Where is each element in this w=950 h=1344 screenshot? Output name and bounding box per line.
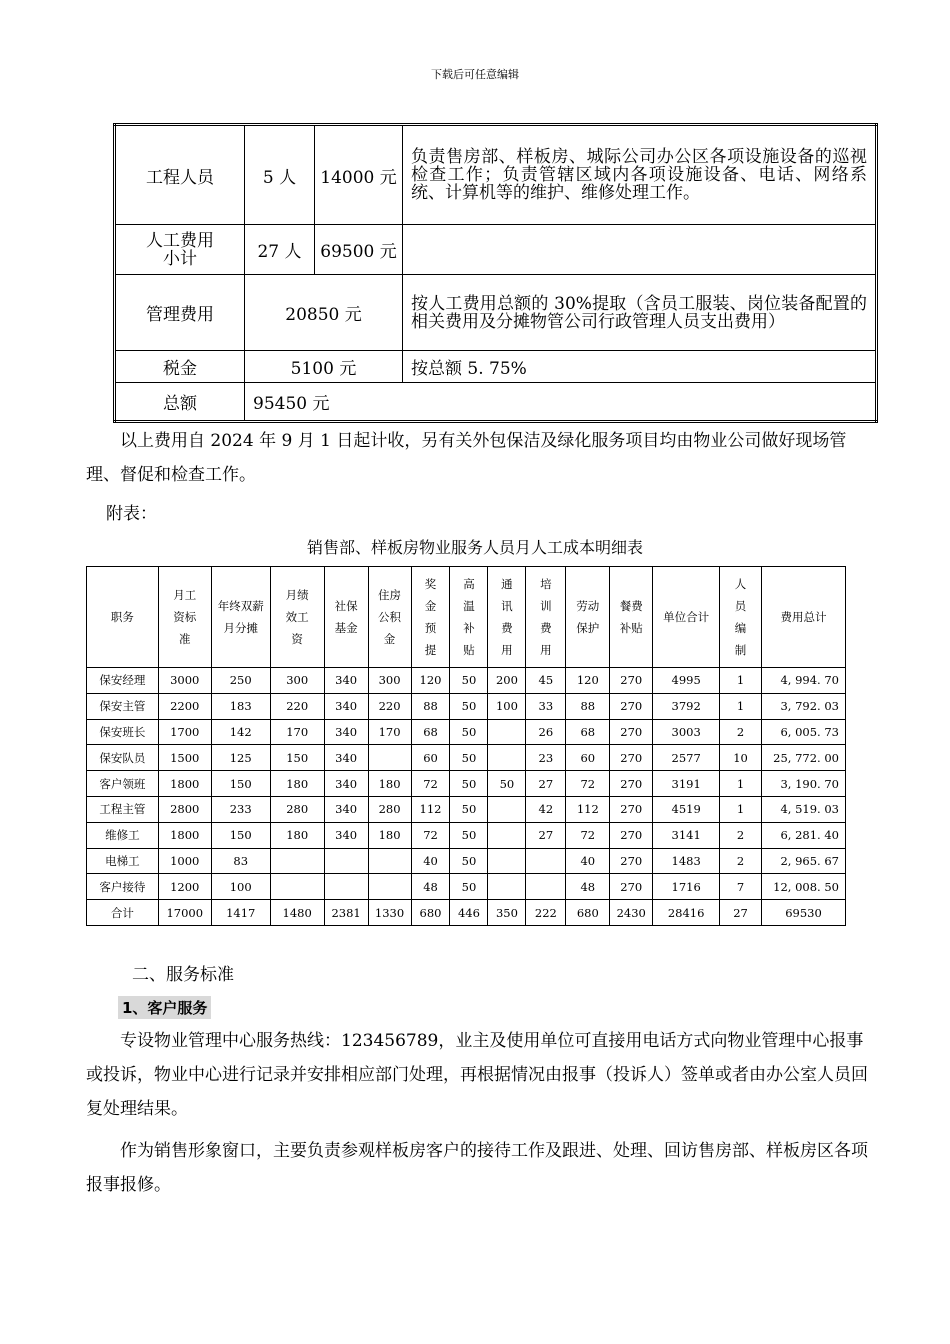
table-cell: 1716 [653,874,720,900]
detail-table-body [87,668,846,926]
table-cell [488,848,526,874]
detail-table-title: 销售部、样板房物业服务人员月人工成本明细表 [306,538,643,557]
tax-label: 税金 [115,351,245,383]
table-cell: 33 [526,693,566,719]
table-cell: 180 [368,771,411,797]
role-cell: 工程人员 [115,125,245,225]
table-cell: 1500 [158,745,211,771]
table-cell: 1 [720,668,762,694]
table-cell: 120 [411,668,450,694]
table-cell: 180 [270,822,324,848]
table-cell: 270 [610,796,653,822]
table-cell: 50 [450,693,488,719]
role-cell [115,225,245,275]
table-cell: 340 [324,796,368,822]
table-cell: 220 [270,693,324,719]
table-cell: 233 [211,796,270,822]
table-cell [270,874,324,900]
table-cell: 340 [324,668,368,694]
table-cell: 1330 [368,900,411,926]
table-cell: 28416 [653,900,720,926]
table-cell: 3003 [653,719,720,745]
table-cell: 270 [610,719,653,745]
table-row [87,719,846,745]
table-cell: 270 [610,668,653,694]
table-row [87,668,846,694]
table-cell: 2 [720,848,762,874]
table-cell: 3, 190. 70 [762,771,846,797]
table-cell [488,719,526,745]
table-cell [488,796,526,822]
note-cell [403,225,877,275]
table-cell: 280 [368,796,411,822]
table-cell: 83 [211,848,270,874]
table-cell [488,745,526,771]
table-cell: 350 [488,900,526,926]
table-cell: 客户接待 [87,874,159,900]
detail-table [86,566,846,926]
col-header: 单位合计 [653,567,720,668]
table-cell: 1200 [158,874,211,900]
header-note: 下载后可任意编辑 [431,68,519,81]
header-row [87,567,846,668]
col-header: 职务 [87,567,159,668]
note-cell: 负责售房部、样板房、城际公司办公区各项设施设备的巡视检查工作；负责管辖区域内各项设施设备、电话、网络系统、计算机等的维护、维修处理工作。 [403,125,877,225]
table-cell: 2 [720,822,762,848]
table-cell: 100 [488,693,526,719]
table-cell: 50 [450,745,488,771]
table-row [87,796,846,822]
table-cell: 1480 [270,900,324,926]
table-cell: 112 [411,796,450,822]
table-cell: 88 [566,693,610,719]
table-cell: 300 [368,668,411,694]
table-cell: 60 [566,745,610,771]
table-cell [368,848,411,874]
table-cell: 220 [368,693,411,719]
table-cell [270,848,324,874]
table-cell: 电梯工 [87,848,159,874]
customer-service-heading: 1、客户服务 [118,996,211,1019]
table-row [115,351,877,383]
table-cell: 7 [720,874,762,900]
table-cell: 1 [720,693,762,719]
col-header: 餐费补贴 [610,567,653,668]
table-cell [488,822,526,848]
table-cell: 48 [566,874,610,900]
table-cell: 100 [211,874,270,900]
table-cell: 270 [610,874,653,900]
table-cell: 3000 [158,668,211,694]
table-cell: 72 [566,771,610,797]
table-cell: 合计 [87,900,159,926]
table-cell: 680 [411,900,450,926]
table-cell: 2800 [158,796,211,822]
table-cell: 4519 [653,796,720,822]
table-cell: 270 [610,771,653,797]
amount-cell: 69500 元 [315,225,403,275]
table-cell: 150 [211,771,270,797]
table-row [87,848,846,874]
table-cell [526,874,566,900]
table-cell: 3, 792. 03 [762,693,846,719]
table-cell: 72 [411,771,450,797]
table-cell [324,874,368,900]
table-cell: 45 [526,668,566,694]
table-cell: 2430 [610,900,653,926]
table-cell: 维修工 [87,822,159,848]
col-header: 社保基金 [324,567,368,668]
table-cell: 保安经理 [87,668,159,694]
table-cell: 4, 519. 03 [762,796,846,822]
table-cell [526,848,566,874]
sales-window-paragraph: 作为销售形象窗口，主要负责参观样板房客户的接待工作及跟进、处理、回访售房部、样板房区各项报事报修。 [86,1141,868,1195]
cost-table [113,123,878,423]
table-cell: 48 [411,874,450,900]
table-cell: 50 [450,771,488,797]
table-cell: 120 [566,668,610,694]
table-row [87,874,846,900]
table-cell: 270 [610,745,653,771]
table-cell: 2577 [653,745,720,771]
total-amount: 95450 元 [245,383,877,422]
table-cell: 180 [368,822,411,848]
table-cell: 340 [324,822,368,848]
table-cell: 1 [720,796,762,822]
table-cell: 72 [566,822,610,848]
col-header: 奖金预提 [411,567,450,668]
table-cell: 1000 [158,848,211,874]
col-header: 劳动保护 [566,567,610,668]
col-header: 月工资标准 [158,567,211,668]
table-cell: 270 [610,693,653,719]
table-cell: 3141 [653,822,720,848]
table-cell: 1800 [158,822,211,848]
table-cell: 10 [720,745,762,771]
table-cell: 50 [450,668,488,694]
table-cell: 340 [324,745,368,771]
col-header: 培训费用 [526,567,566,668]
table-cell: 50 [450,822,488,848]
table-cell: 工程主管 [87,796,159,822]
table-cell: 12, 008. 50 [762,874,846,900]
table-cell: 50 [488,771,526,797]
table-cell: 68 [566,719,610,745]
table-cell: 200 [488,668,526,694]
table-cell: 69530 [762,900,846,926]
table-cell: 170 [368,719,411,745]
mgmt-amount: 20850 元 [245,275,403,351]
table-cell: 25, 772. 00 [762,745,846,771]
total-label: 总额 [115,383,245,422]
table-cell: 27 [526,771,566,797]
table-cell: 88 [411,693,450,719]
section-title: 二、服务标准 [132,965,234,985]
table-cell: 17000 [158,900,211,926]
table-cell: 150 [270,745,324,771]
table-cell: 170 [270,719,324,745]
table-cell: 4995 [653,668,720,694]
table-cell: 保安班长 [87,719,159,745]
table-cell: 1417 [211,900,270,926]
col-header: 年终双薪月分摊 [211,567,270,668]
col-header: 月绩效工资 [270,567,324,668]
hotline-paragraph: 专设物业管理中心服务热线：123456789，业主及使用单位可直接用电话方式向物业管理中心报事或投诉，物业中心进行记录并安排相应部门处理，再根据情况由报事（投诉人）签单或者由办公室人员回复处理结果。 [86,1031,868,1119]
table-cell: 180 [270,771,324,797]
table-cell: 680 [566,900,610,926]
table-cell: 222 [526,900,566,926]
table-cell: 2, 965. 67 [762,848,846,874]
table-cell: 72 [411,822,450,848]
table-cell: 2381 [324,900,368,926]
table-cell: 27 [526,822,566,848]
table-cell: 23 [526,745,566,771]
table-row [115,383,877,422]
table-cell: 1700 [158,719,211,745]
table-cell: 40 [411,848,450,874]
mgmt-label: 管理费用 [115,275,245,351]
table-cell: 68 [411,719,450,745]
col-header: 人员编制 [720,567,762,668]
table-row [115,225,877,275]
table-cell: 27 [720,900,762,926]
table-row [87,693,846,719]
table-cell: 6, 281. 40 [762,822,846,848]
table-cell [324,848,368,874]
table-cell [368,745,411,771]
table-cell: 3792 [653,693,720,719]
table-cell: 280 [270,796,324,822]
table-cell: 1 [720,771,762,797]
table-row [115,275,877,351]
col-header: 费用总计 [762,567,846,668]
table-cell [368,874,411,900]
table-row [87,822,846,848]
mgmt-note: 按人工费用总额的 30%提取（含员工服装、岗位装备配置的相关费用及分摊物管公司行政管理人员支出费用） [403,275,877,351]
table-cell: 1483 [653,848,720,874]
count-cell: 5 人 [245,125,315,225]
tax-note: 按总额 5. 75% [403,351,877,383]
table-cell: 340 [324,693,368,719]
table-cell: 340 [324,719,368,745]
table-cell: 4, 994. 70 [762,668,846,694]
table-cell: 60 [411,745,450,771]
table-cell: 270 [610,822,653,848]
attachment-label: 附表： [106,504,157,524]
table-cell: 2200 [158,693,211,719]
table-cell: 26 [526,719,566,745]
table-row [87,771,846,797]
table-cell: 150 [211,822,270,848]
table-cell: 50 [450,796,488,822]
count-cell: 27 人 [245,225,315,275]
table-cell: 50 [450,874,488,900]
table-cell: 保安队员 [87,745,159,771]
table-cell: 50 [450,848,488,874]
table-cell: 270 [610,848,653,874]
table-cell: 40 [566,848,610,874]
col-header: 通讯费用 [488,567,526,668]
table-cell: 446 [450,900,488,926]
col-header: 住房公积金 [368,567,411,668]
table-cell: 112 [566,796,610,822]
table-cell [488,874,526,900]
fee-start-paragraph: 以上费用自 2024 年 9 月 1 日起计收，另有关外包保洁及绿化服务项目均由物业公司做好现场管理、督促和检查工作。 [86,431,847,485]
table-cell: 2 [720,719,762,745]
table-cell: 340 [324,771,368,797]
table-cell: 125 [211,745,270,771]
tax-amount: 5100 元 [245,351,403,383]
table-cell: 保安主管 [87,693,159,719]
table-row [115,125,877,225]
table-cell: 客户领班 [87,771,159,797]
table-cell: 42 [526,796,566,822]
table-cell: 3191 [653,771,720,797]
amount-cell: 14000 元 [315,125,403,225]
table-row [87,900,846,926]
col-header: 高温补贴 [450,567,488,668]
table-cell: 183 [211,693,270,719]
table-row [87,745,846,771]
table-cell: 50 [450,719,488,745]
table-cell: 142 [211,719,270,745]
table-cell: 6, 005. 73 [762,719,846,745]
subtotal-label: 人工费用小计 [145,230,214,269]
table-cell: 300 [270,668,324,694]
table-cell: 1800 [158,771,211,797]
table-cell: 250 [211,668,270,694]
